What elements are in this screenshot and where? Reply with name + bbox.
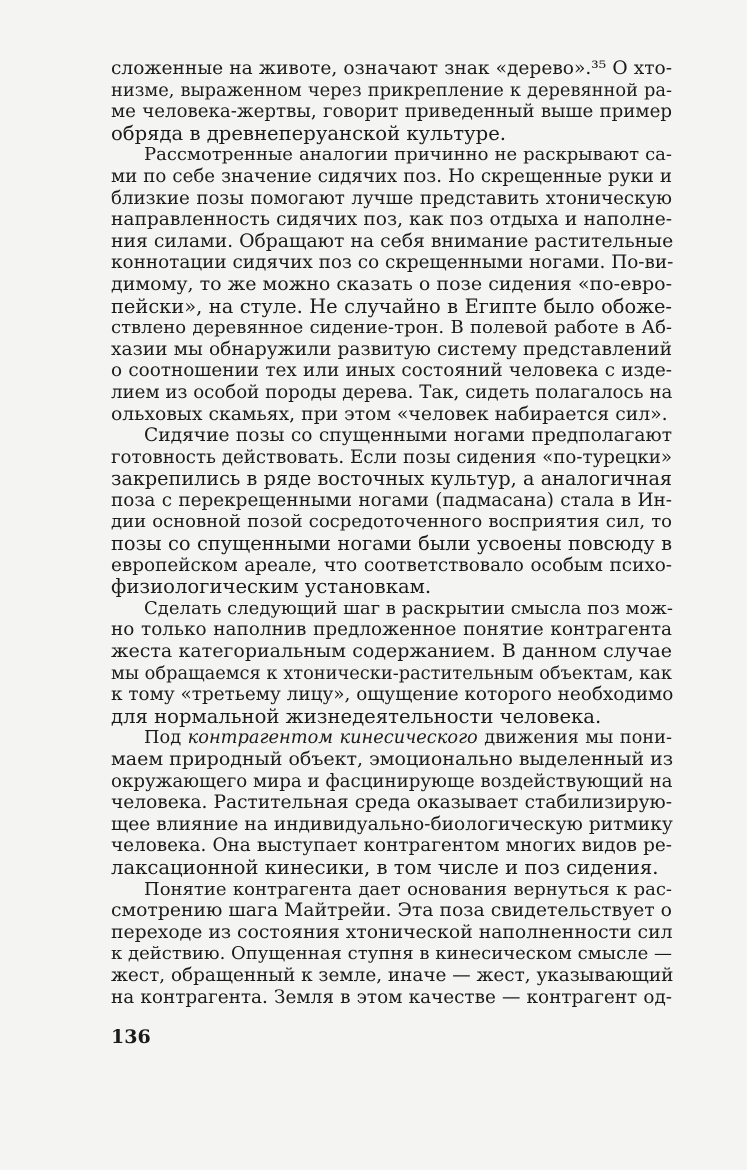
italic-term: контрагентом кинесического: [187, 727, 478, 749]
text-line: жест, обращенный к земле, иначе — жест, указывающий: [111, 964, 674, 986]
body-text: [111, 58, 672, 1008]
text-line: лием из особой породы дерева. Так, сидеть полагалось на: [111, 381, 673, 403]
text-line: Сделать следующий шаг в раскрытии смысла поз мож-: [144, 597, 673, 619]
text-line: сложенные на животе, означают знак «дерево».³⁵ О хто-: [111, 58, 672, 79]
text-line: на контрагента. Земля в этом качестве — контрагент од-: [111, 986, 672, 1008]
text-line: о соотношении тех или иных состояний человека с изде-: [111, 360, 672, 382]
text-line: закрепились в ряде восточных культур, а аналогичная: [111, 467, 672, 491]
text-line: ме человека-жертвы, говорит приведенный выше пример: [111, 101, 672, 123]
text-segment: движения мы пони-: [477, 727, 672, 749]
text-line: направленность сидячих поз, как поз отдыха и наполне-: [111, 209, 672, 231]
text-line: европейском ареале, что соответствовало особым психо-: [111, 554, 672, 576]
text-line: Рассмотренные аналогии причинно не раскрывают са-: [144, 144, 672, 166]
text-line: но только наполнив предложенное понятие контрагента: [111, 619, 672, 641]
text-line: к действию. Опущенная ступня в кинесическом смысле —: [111, 943, 672, 965]
text-line: к тому «третьему лицу», ощущение которого необходимо: [111, 684, 674, 706]
text-line: окружающего мира и фасцинирующе воздействующий на: [111, 770, 673, 792]
text-line: коннотации сидячих поз со скрещенными ногами. По-ви-: [111, 252, 674, 274]
text-line: обряда в древнеперуанской культуре.: [111, 121, 507, 145]
text-line: физиологическим установкам.: [111, 575, 432, 599]
text-line: поза с перекрещенными ногами (падмасана) стала в Ин-: [111, 489, 672, 511]
text-line: переходе из состояния хтонической наполненности сил: [111, 921, 673, 943]
text-line: позы со спущенными ногами были усвоены повсюду в: [111, 532, 672, 556]
text-line: Понятие контрагента дает основания вернуться к рас-: [144, 878, 672, 900]
text-line: человека. Растительная среда оказывает стабилизирую-: [111, 792, 672, 814]
text-line: низме, выраженном через прикрепление к деревянной ра-: [111, 79, 672, 101]
text-line: Сидячие позы со спущенными ногами предполагают: [144, 425, 672, 447]
text-line: пейски», на стуле. Не случайно в Египте было обоже-: [111, 294, 672, 318]
text-line: ния силами. Обращают на себя внимание растительные: [111, 230, 674, 252]
text-line: ствлено деревянное сидение-трон. В полевой работе в Аб-: [111, 317, 672, 339]
text-segment: Под: [144, 727, 188, 749]
text-line: димому, то же можно сказать о позе сидения «по-евро-: [111, 272, 672, 295]
text-line: ольховых скамьях, при этом «человек набирается сил».: [111, 403, 668, 425]
text-line: дии основной позой сосредоточенного восприятия сил, то: [111, 511, 672, 533]
text-line: жеста категориальным содержанием. В данном случае: [111, 640, 672, 663]
text-line: маем природный объект, эмоционально выделенный из: [111, 748, 674, 770]
text-line: смотрению шага Майтрейи. Эта поза свидетельствует о: [111, 900, 672, 922]
text-line: человека. Она выступает контрагентом многих видов ре-: [111, 835, 672, 857]
text-line: ми по себе значение сидячих поз. Но скрещенные руки и: [111, 165, 672, 187]
text-line: для нормальной жизнедеятельности человека.: [111, 704, 602, 728]
page-number: 136: [111, 1026, 151, 1048]
text-line: близкие позы помогают лучше представить хтоническую: [111, 187, 672, 209]
text-line: мы обращаемся к хтонически-растительным объектам, как: [111, 662, 672, 684]
text-line: щее влияние на индивидуально-биологическую ритмику: [111, 813, 673, 835]
text-line-mixed: [111, 727, 672, 749]
text-line: готовность действовать. Если позы сидения «по-турецки»: [111, 446, 672, 468]
text-line: лаксационной кинесики, в том числе и поз сидения.: [111, 855, 659, 879]
text-line: хазии мы обнаружили развитую систему представлений: [111, 338, 672, 360]
